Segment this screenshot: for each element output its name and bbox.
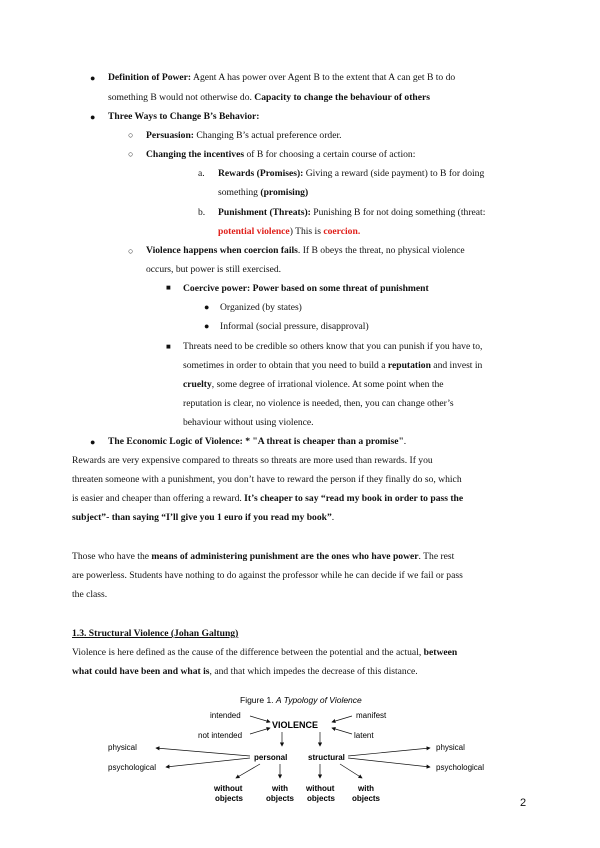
arrow	[332, 716, 352, 722]
b2-top: with	[272, 784, 288, 793]
bullet-square: ■	[166, 342, 171, 351]
b1-bottom: objects	[215, 794, 244, 803]
b4-top: with	[358, 784, 374, 793]
informal-item: Informal (social pressure, disapproval)	[220, 321, 369, 332]
threats-line-5: behaviour without using violence.	[183, 417, 314, 428]
threats-line-3: cruelty, some degree of irrational violence. At some point when the	[183, 379, 444, 390]
para1-line-2: threaten someone with a punishment, you don’t have to reward the person if they finally do so, which	[72, 474, 462, 485]
arrow	[250, 716, 270, 722]
violence-label: VIOLENCE	[272, 720, 319, 730]
para2-line-1: Those who have the means of administering punishment are the ones who have power. The rest	[72, 551, 455, 562]
personal-label: personal	[254, 753, 288, 762]
bullet-circle: ○	[128, 130, 134, 140]
physical-right-label: physical	[436, 743, 465, 752]
arrow	[332, 728, 352, 734]
incentives-item: Changing the incentives of B for choosing a certain course of action:	[146, 149, 416, 160]
not-intended-label: not intended	[198, 731, 243, 740]
structural-label: structural	[308, 753, 345, 762]
bullet-square: ■	[166, 283, 171, 292]
coercive-power-item: Coercive power: Power based on some threat of punishment	[183, 283, 429, 294]
list-marker-b: b.	[198, 207, 206, 218]
definition-of-power: Definition of Power: Agent A has power over Agent B to the extent that A can get B to do	[108, 72, 456, 83]
punishment-item-cont: potential violence) This is coercion.	[218, 226, 361, 237]
arrow	[236, 764, 260, 778]
three-ways-heading: Three Ways to Change B’s Behavior:	[108, 111, 260, 122]
bullet-dot: ●	[204, 321, 210, 331]
physical-left-label: physical	[108, 743, 137, 752]
violence-fails-item: Violence happens when coercion fails. If B obeys the threat, no physical violence	[146, 245, 465, 256]
threats-line-4: reputation is clear, no violence is needed, then, you can change other’s	[183, 398, 454, 409]
manifest-label: manifest	[356, 711, 387, 720]
para3-line-1: Violence is here defined as the cause of the difference between the potential and the actual, between	[72, 647, 458, 658]
punishment-item: Punishment (Threats): Punishing B for not doing something (threat:	[218, 207, 486, 218]
para2-line-3: the class.	[72, 589, 108, 600]
latent-label: latent	[354, 731, 374, 740]
para1-line-1: Rewards are very expensive compared to threats so threats are more used than rewards. If you	[72, 455, 433, 466]
bullet-circle: ○	[128, 149, 134, 159]
threats-line-2: sometimes in order to obtain that you need to build a reputation and invest in	[183, 360, 483, 371]
organized-item: Organized (by states)	[220, 302, 302, 313]
arrow	[348, 748, 430, 756]
arrow	[250, 728, 270, 734]
psychological-right-label: psychological	[436, 763, 485, 772]
para1-line-4: subject”- than saying “I’ll give you 1 euro if you read my book”.	[72, 512, 335, 523]
violence-typology-figure	[100, 694, 500, 812]
bullet-dot: ●	[90, 437, 96, 447]
figure-caption: Figure 1. A Typology of Violence	[240, 695, 362, 705]
b2-bottom: objects	[266, 794, 295, 803]
bullet-circle: ○	[128, 246, 134, 256]
b1-top: without	[214, 784, 243, 793]
arrow	[348, 758, 430, 767]
persuasion-item: Persuasion: Changing B’s actual preference order.	[146, 130, 342, 141]
threats-line-1: Threats need to be credible so others know that you can punish if you have to,	[183, 341, 483, 352]
list-marker-a: a.	[198, 168, 205, 179]
bullet-dot: ●	[90, 112, 96, 122]
definition-of-power-cont: something B would not otherwise do. Capacity to change the behaviour of others	[108, 92, 430, 103]
intended-label: intended	[210, 711, 241, 720]
psychological-left-label: psychological	[108, 763, 157, 772]
para1-line-3: is easier and cheaper than offering a reward. It’s cheaper to say “read my book in order to pass the	[72, 493, 464, 504]
bullet-dot: ●	[204, 302, 210, 312]
b3-top: without	[306, 784, 335, 793]
violence-fails-cont: occurs, but power is still exercised.	[146, 264, 282, 275]
arrow	[166, 758, 250, 767]
rewards-item: Rewards (Promises): Giving a reward (side payment) to B for doing	[218, 168, 485, 179]
arrow	[156, 748, 250, 756]
economic-logic-heading: The Economic Logic of Violence: * "A threat is cheaper than a promise".	[108, 436, 407, 447]
rewards-item-cont: something (promising)	[218, 187, 309, 198]
para3-line-2: what could have been and what is, and that which impedes the decrease of this distance.	[72, 666, 418, 677]
page-number: 2	[520, 797, 527, 809]
para2-line-2: are powerless. Students have nothing to do against the professor while he can decide if we fail or pass	[72, 570, 463, 581]
bullet-dot: ●	[90, 73, 96, 83]
b4-bottom: objects	[352, 794, 381, 803]
b3-bottom: objects	[307, 794, 336, 803]
section-title: 1.3. Structural Violence (Johan Galtung)	[72, 628, 239, 639]
arrow	[340, 764, 362, 778]
